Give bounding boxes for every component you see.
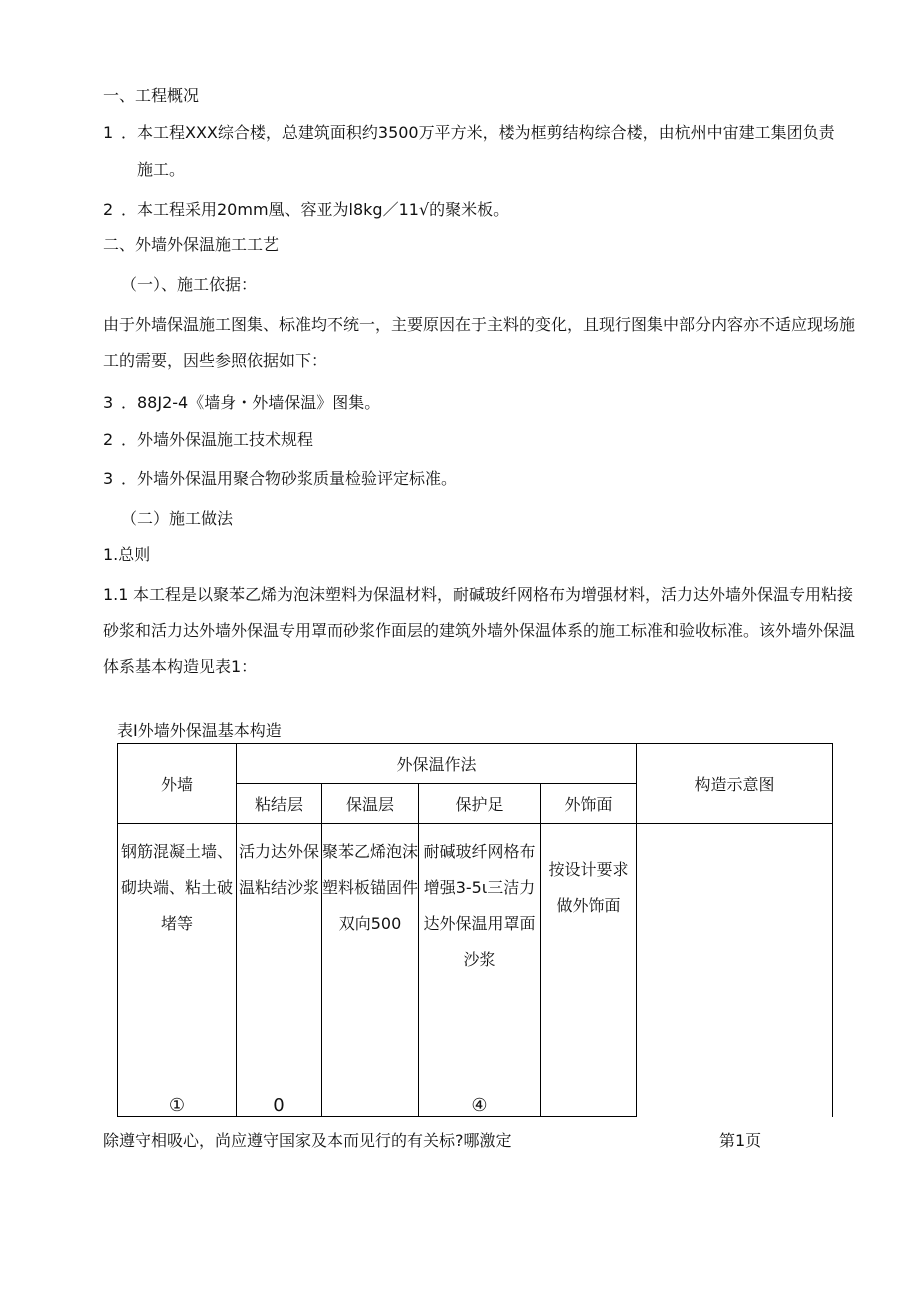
- cell-bond: 活力达外保温粘结沙浆: [237, 824, 322, 1077]
- header-bond-layer: 粘结层: [237, 784, 322, 824]
- basis-item-3-text: ．外墙外保温用聚合物砂浆质量检验评定标准。: [121, 469, 458, 488]
- item-2-number: 2: [103, 200, 114, 219]
- cell-finish: 按设计要求做外饰面: [541, 824, 637, 1077]
- cell-wall: 钢筋混凝土墙、砌块端、粘土破堵等: [118, 824, 237, 1077]
- subheading-basis: （一）、施工依据：: [121, 275, 258, 294]
- basis-item-2-text: ．外墙外保温施工技术规程: [121, 430, 314, 449]
- basis-item-2-number: 2: [103, 430, 114, 449]
- header-insulation-layer: 保温层: [322, 784, 419, 824]
- section-heading-overview: 一、工程概况: [103, 86, 200, 105]
- item-1-continuation: 施工。: [137, 160, 186, 179]
- header-diagram: 构造示意图: [637, 744, 833, 824]
- para-1-1: 本工程是以聚苯乙烯为泡沫塑料为保温材料，耐碱玻纤网格布为增强材料，活力达外墙外保温专用粘接砂浆和活力达外墙外保温专用罩而砂浆作面层的建筑外墙外保温体系的施工标准和验收标准。该外墙外保温体系基本构造见表1：: [103, 585, 856, 676]
- table-caption: 表I外墙外保温基本构造: [117, 721, 282, 740]
- marker-bond: 0: [237, 1076, 322, 1117]
- cell-diagram: [637, 824, 833, 1117]
- general-heading: 1.总则: [103, 545, 151, 564]
- item-2-text: ．本工程采用20mm凰、容亚为l8kg／11√的聚米板。: [121, 200, 510, 219]
- cell-protection: 耐碱玻纤网格布增强3-5ι三洁力达外保温用罩面沙浆: [419, 824, 541, 1077]
- header-wall: 外墙: [118, 744, 237, 824]
- marker-insulation: [322, 1076, 419, 1117]
- basis-item-1-number: 3: [103, 393, 114, 412]
- basis-item-1-text: ．88J2-4《墙身・外墙保温》图集。: [121, 393, 381, 412]
- header-method: 外保温作法: [237, 744, 637, 784]
- marker-finish: [541, 1076, 637, 1117]
- item-1-number: 1: [103, 123, 114, 142]
- basis-paragraph: 由于外墙保温施工图集、标准均不统一，主要原因在于主料的变化，且现行图集中部分内容亦不适应现场施工的需要，因些参照依据如下：: [103, 315, 856, 370]
- cell-insulation: 聚苯乙烯泡沫塑料板锚固件双向500: [322, 824, 419, 1077]
- structure-table: [117, 743, 833, 1117]
- header-finish-layer: 外饰面: [541, 784, 637, 824]
- item-1-text: ．本工程XXX综合楼，总建筑面积约3500万平方米，楼为框剪结构综合楼，由杭州中宙建工集团负责: [121, 123, 835, 142]
- basis-item-3-number: 3: [103, 469, 114, 488]
- footer-note: 除遵守相吸心，尚应遵守国家及本而见行的有关标?哪激定: [103, 1131, 512, 1150]
- page-number: 第1页: [719, 1131, 762, 1150]
- subheading-method: （二）施工做法: [121, 509, 234, 528]
- section-heading-process: 二、外墙外保温施工工艺: [103, 235, 280, 254]
- para-1-1-number: 1.1: [103, 585, 129, 604]
- header-protection-layer: 保护足: [419, 784, 541, 824]
- marker-wall: ①: [118, 1076, 237, 1117]
- marker-protection: ④: [419, 1076, 541, 1117]
